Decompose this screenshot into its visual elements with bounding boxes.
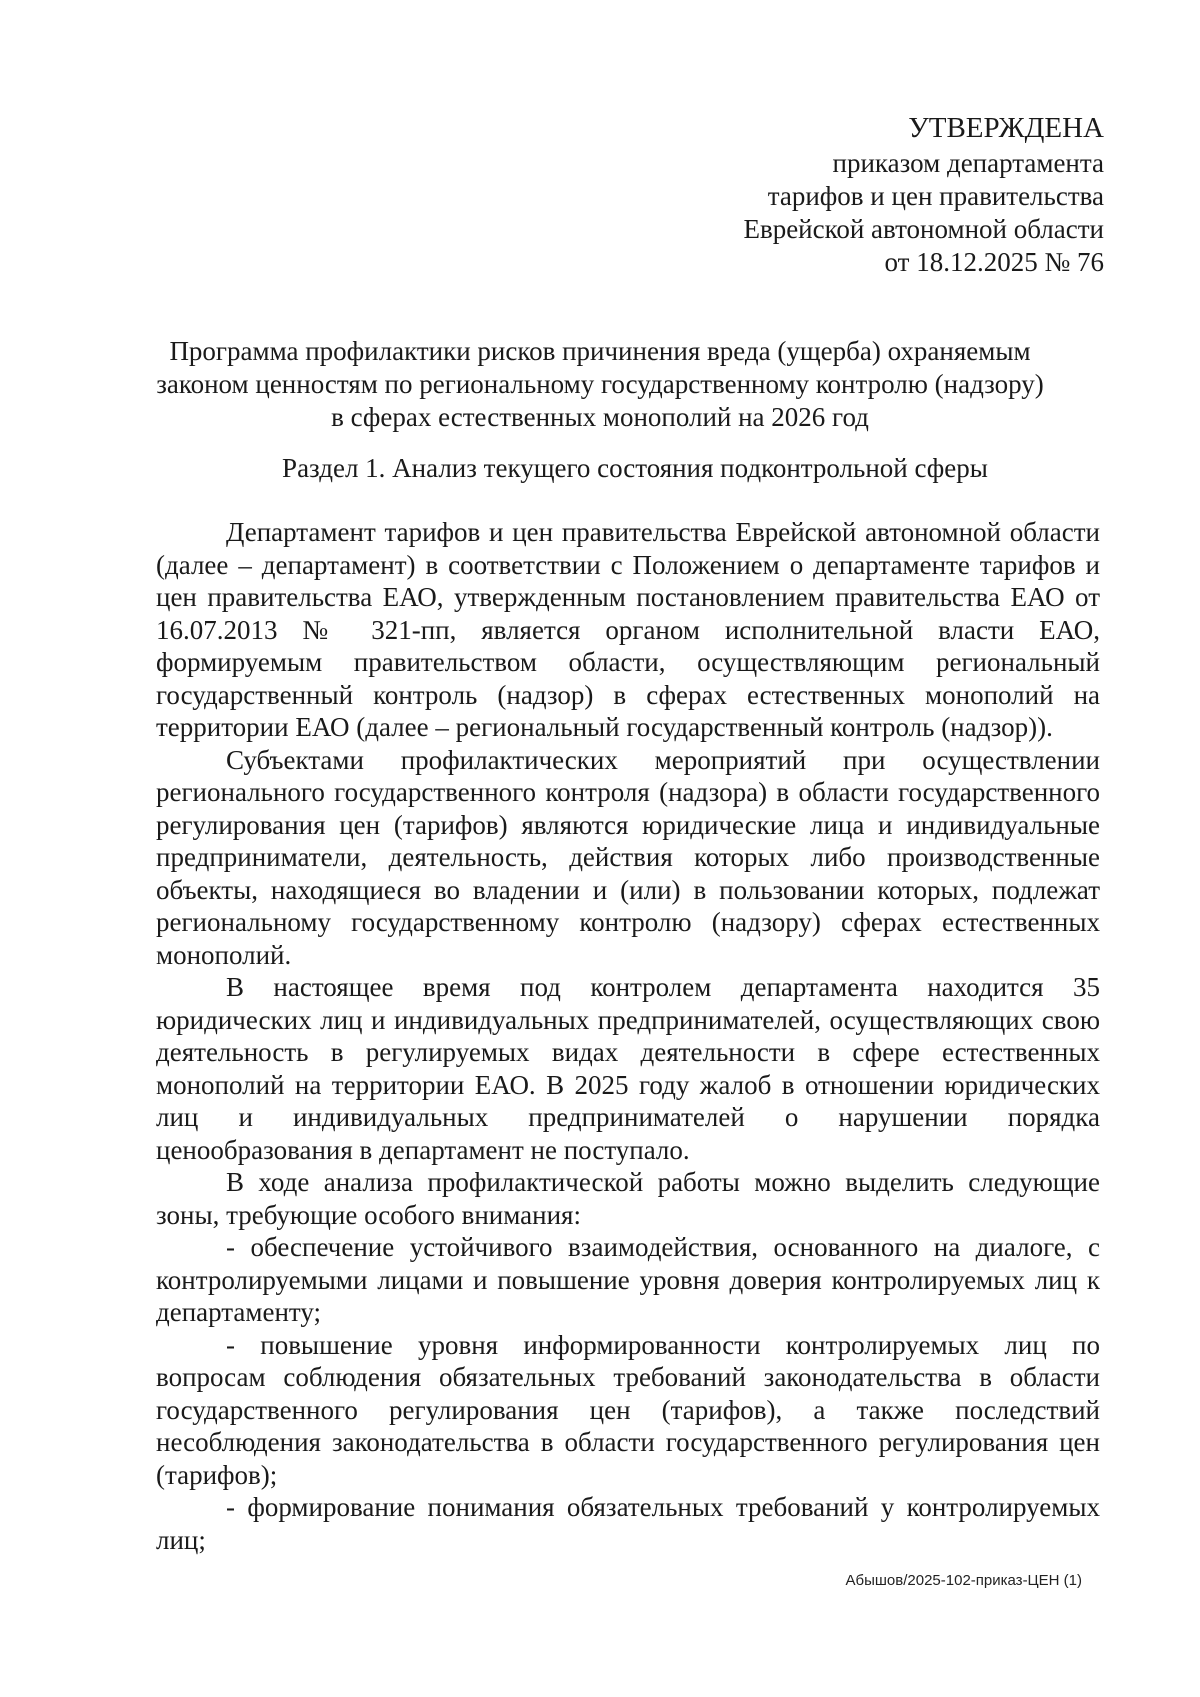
list-item: - повышение уровня информированности контролируемых лиц по вопросам соблюдения обязательных требований законодательства в области государственного регулирования цен (тарифов), а также последствий несоблюдения законодательства в области государственного регулирования цен (тарифов); <box>156 1329 1100 1490</box>
paragraph: Департамент тарифов и цен правительства Еврейской автономной области (далее – департамент) в соответствии с Положением о департаменте тарифов и цен правительства ЕАО, утвержденным постановлением правительства ЕАО от 16.07.2013 № 321-пп, является органом исполнительной власти ЕАО, формируемым правительством области, осуществляющим региональный государственный контроль (надзор) в сферах естественных монополий на территории ЕАО (далее – региональный государственный контроль (надзор)). <box>156 517 1100 742</box>
approval-line: приказом департамента <box>832 148 1104 178</box>
document-title <box>140 335 1060 434</box>
title-line: Программа профилактики рисков причинения вреда (ущерба) охраняемым <box>169 336 1031 366</box>
section-heading: Раздел 1. Анализ текущего состояния подконтрольной сферы <box>282 453 988 483</box>
list-item: - формирование понимания обязательных требований у контролируемых лиц; <box>156 1492 1100 1555</box>
approval-line: Еврейской автономной области <box>743 214 1104 244</box>
paragraph: В ходе анализа профилактической работы можно выделить следующие зоны, требующие особого внимания: <box>156 1167 1100 1230</box>
document-body <box>156 516 1100 1556</box>
approval-heading: УТВЕРЖДЕНА <box>908 112 1104 144</box>
title-line: законом ценностям по региональному государственному контролю (надзору) <box>156 369 1044 399</box>
paragraph: В настоящее время под контролем департамента находится 35 юридических лиц и индивидуальных предпринимателей, осуществляющих свою деятельность в регулируемых видах деятельности в сфере естественных монополий на территории ЕАО. В 2025 году жалоб в отношении юридических лиц и индивидуальных предпринимателей о нарушении порядка ценообразования в департамент не поступало. <box>156 972 1100 1165</box>
list-item: - обеспечение устойчивого взаимодействия, основанного на диалоге, с контролируемыми лицами и повышение уровня доверия контролируемых лиц к департаменту; <box>156 1232 1100 1327</box>
document-footer-code: Абышов/2025-102-приказ-ЦЕН (1) <box>845 1572 1082 1589</box>
approval-date-number: от 18.12.2025 № 76 <box>884 247 1104 277</box>
title-line: в сферах естественных монополий на 2026 год <box>331 402 869 432</box>
approval-line: тарифов и цен правительства <box>767 181 1104 211</box>
approval-block <box>743 112 1104 279</box>
paragraph: Субъектами профилактических мероприятий при осуществлении регионального государственного контроля (надзора) в области государственного регулирования цен (тарифов) являются юридические лица и индивидуальные предприниматели, деятельность, действия которых либо производственные объекты, находящиеся во владении и (или) в пользовании которых, подлежат региональному государственному контролю (надзору) сферах естественных монополий. <box>156 744 1100 970</box>
